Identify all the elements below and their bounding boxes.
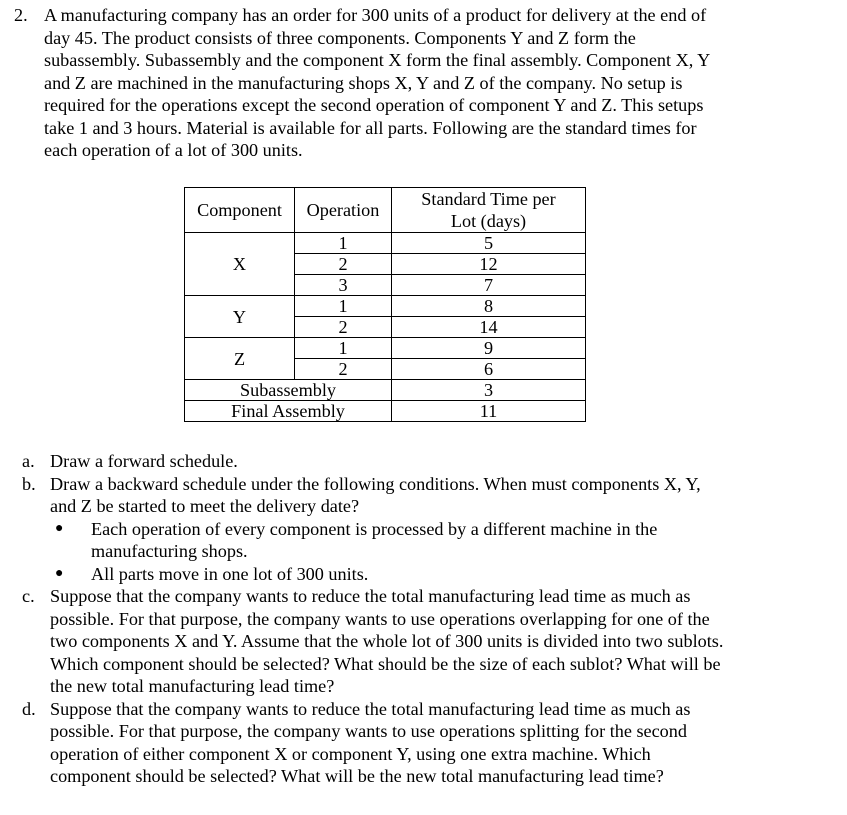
bullet-line: All parts move in one lot of 300 units. [91,563,369,584]
part-label: a. [22,451,35,471]
part-d [22,698,812,788]
time-cell: 3 [392,380,586,401]
header-standard-time [392,188,586,233]
part-line: operation of either component X or component Y, using one extra machine. Which [50,743,651,764]
component-z-cell: Z [185,338,295,380]
question-number: 2. [14,5,28,25]
component-y-cell: Y [185,296,295,338]
operation-cell: 2 [295,317,392,338]
component-x-cell: X [185,233,295,296]
table-header-row [185,188,586,233]
part-line: the new total manufacturing lead time? [50,676,335,696]
part-label: d. [22,698,36,719]
bullet-text [91,518,812,563]
time-cell: 14 [392,317,586,338]
part-text [50,473,812,518]
question-line: and Z are machined in the manufacturing shops X, Y and Z of the company. No setup is [44,72,683,93]
time-cell: 7 [392,275,586,296]
part-line: and Z be started to meet the delivery date? [50,496,360,516]
part-text [50,585,812,698]
time-cell: 9 [392,338,586,359]
time-cell: 8 [392,296,586,317]
part-text [50,698,812,788]
table-row [185,401,586,422]
table-row [185,380,586,401]
final-assembly-cell: Final Assembly [185,401,392,422]
part-label: b. [22,473,36,494]
bullet-text [91,563,812,586]
standard-times-table [184,187,586,422]
question-line: A manufacturing company has an order for 300 units of a product for delivery at the end of [44,5,707,25]
part-line: Which component should be selected? What should be the size of each sublot? What will be [50,653,721,674]
header-standard-time-line2: Lot (days) [450,211,527,231]
operation-cell: 1 [295,338,392,359]
part-line: Suppose that the company wants to reduce the total manufacturing lead time as much as [50,586,691,606]
table-row [185,338,586,359]
part-a [22,450,812,473]
table-row [185,233,586,254]
time-cell: 5 [392,233,586,254]
bullet-icon: ● [55,565,64,581]
time-cell: 12 [392,254,586,275]
question-line: day 45. The product consists of three components. Components Y and Z form the [44,27,636,48]
time-cell: 6 [392,359,586,380]
question-line: required for the operations except the second operation of component Y and Z. This setups [44,95,704,115]
part-line: possible. For that purpose, the company wants to use operations splitting for the second [50,721,687,741]
part-line: Draw a backward schedule under the following conditions. When must components X, Y, [50,473,701,494]
question-line: subassembly. Subassembly and the component X form the final assembly. Component X, Y [44,50,711,70]
question-parts [22,450,812,788]
bullet-line: manufacturing shops. [91,541,248,561]
part-line: Suppose that the company wants to reduce the total manufacturing lead time as much as [50,698,691,719]
operation-cell: 3 [295,275,392,296]
header-component: Component [185,188,295,233]
header-standard-time-line1: Standard Time per [421,189,556,209]
table-row [185,296,586,317]
operation-cell: 1 [295,233,392,254]
part-label: c. [22,586,35,606]
part-b [22,473,812,518]
part-line: two components X and Y. Assume that the whole lot of 300 units is divided into two sublots. [50,631,724,651]
bullet-icon: ● [55,520,64,536]
question-line: take 1 and 3 hours. Material is available for all parts. Following are the standard times for [44,117,697,138]
bullet-item [55,563,812,586]
part-line: possible. For that purpose, the company wants to use operations overlapping for one of the [50,608,710,629]
part-c [22,585,812,698]
part-line: component should be selected? What will be the new total manufacturing lead time? [50,766,664,786]
operation-cell: 2 [295,254,392,275]
operation-cell: 2 [295,359,392,380]
part-text [50,450,812,473]
operation-cell: 1 [295,296,392,317]
question-text [44,4,826,162]
question-2 [14,4,826,162]
subassembly-cell: Subassembly [185,380,392,401]
bullet-line: Each operation of every component is processed by a different machine in the [91,518,658,539]
header-operation: Operation [295,188,392,233]
part-line: Draw a forward schedule. [50,451,238,471]
question-line: each operation of a lot of 300 units. [44,140,303,160]
time-cell: 11 [392,401,586,422]
bullet-item [55,518,812,563]
